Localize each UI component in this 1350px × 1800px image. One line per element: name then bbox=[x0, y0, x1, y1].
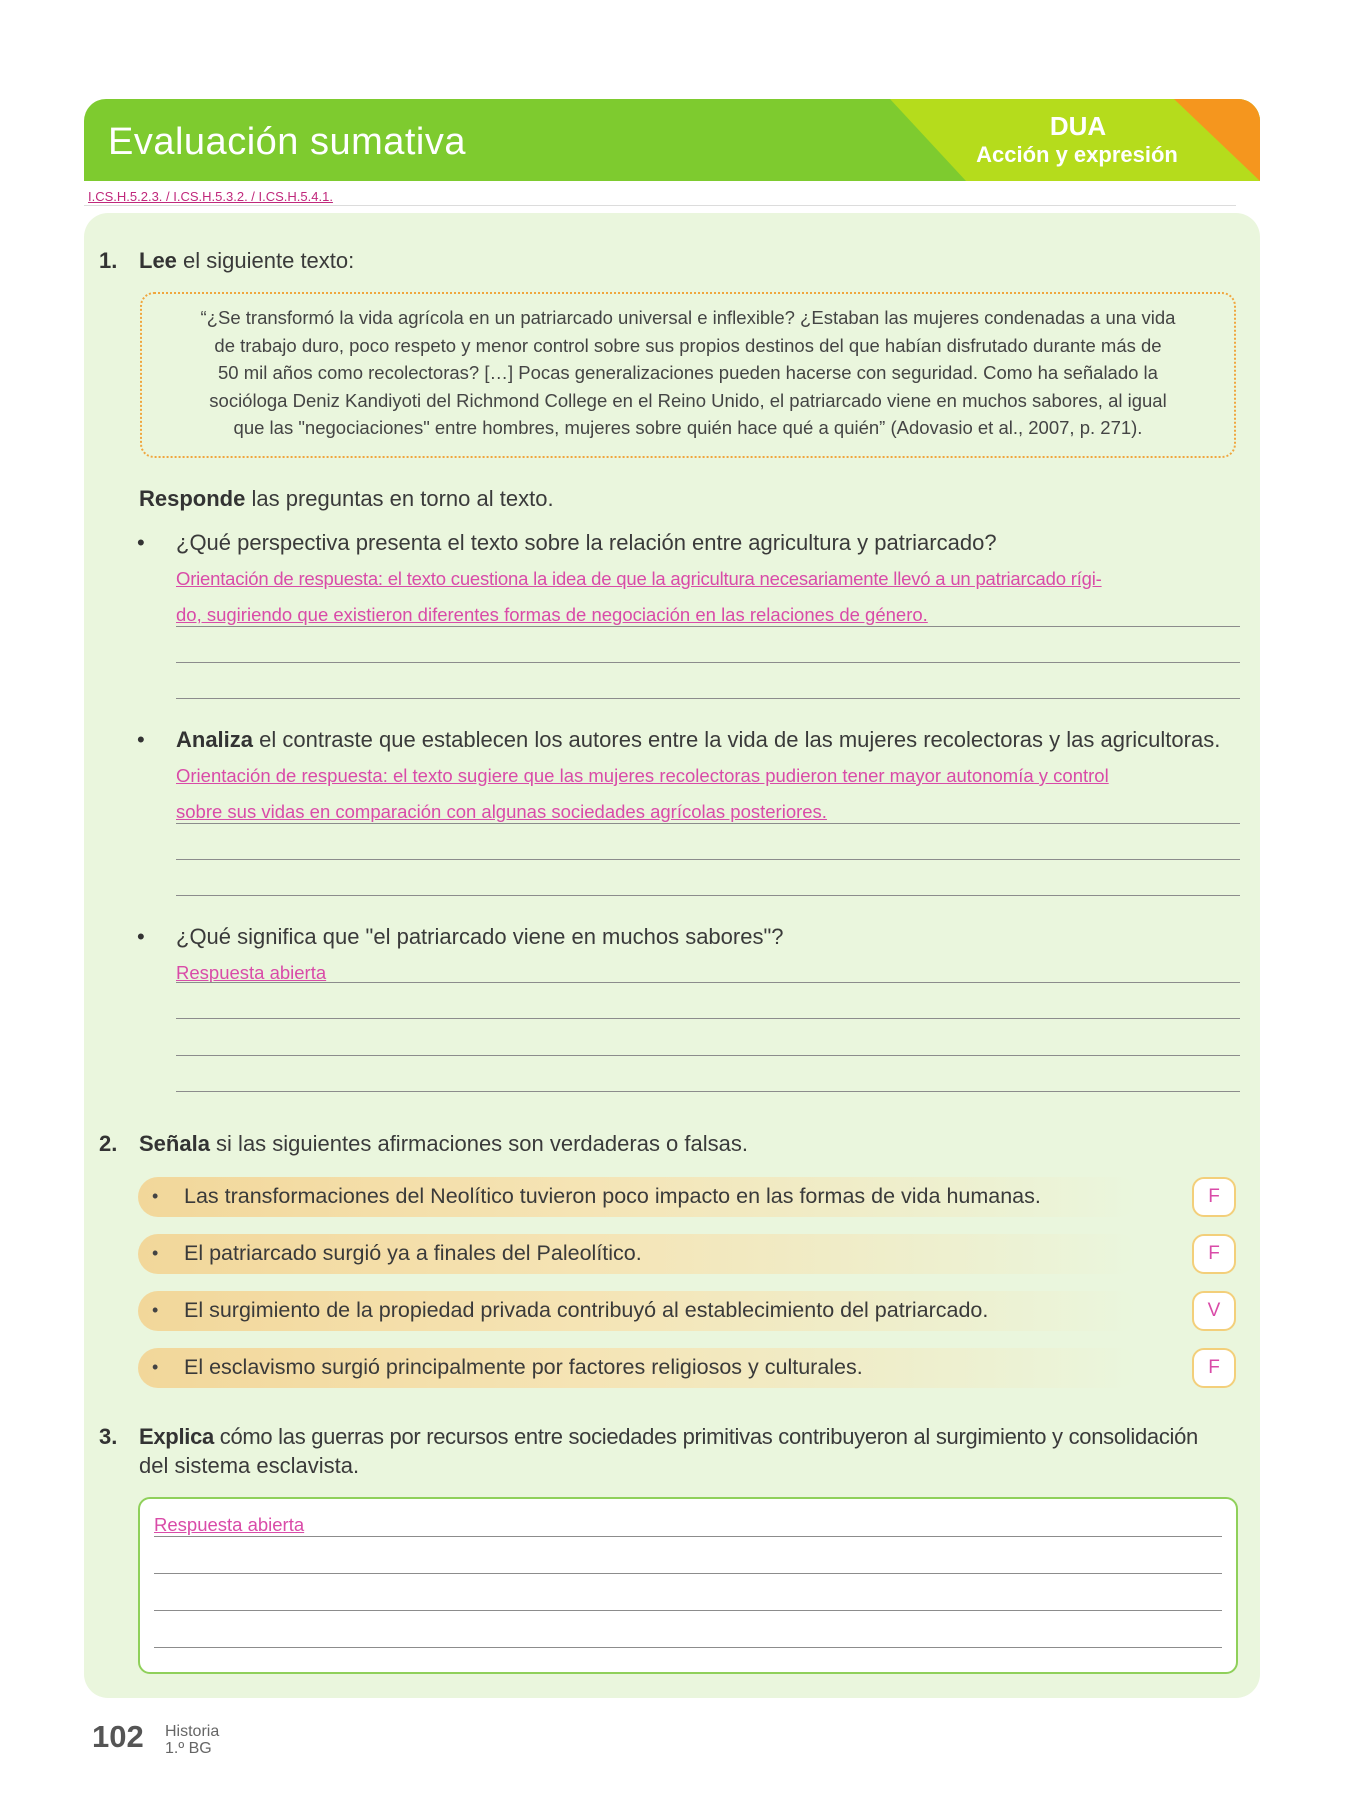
answer-line[interactable] bbox=[176, 982, 1240, 983]
answer-line[interactable] bbox=[176, 895, 1240, 896]
statement-text: El esclavismo surgió principalmente por factores religiosos y culturales. bbox=[184, 1355, 863, 1379]
bullet: • bbox=[152, 1186, 159, 1206]
question-2-prompt bbox=[139, 1131, 748, 1157]
statement-row bbox=[138, 1177, 1138, 1217]
question-3-text: cómo las guerras por recursos entre sociedades primitivas contribuyeron al surgimiento y consolidación bbox=[213, 1424, 1198, 1449]
answer-line[interactable] bbox=[176, 859, 1240, 860]
respond-instruction bbox=[139, 486, 554, 512]
subject-name: Historia bbox=[165, 1723, 220, 1740]
question-2-number: 2. bbox=[99, 1131, 118, 1156]
quote-line: 50 mil años como recolectoras? […] Pocas generalizaciones pueden hacerse con seguridad. Como ha señalado la bbox=[218, 362, 1158, 383]
answer-line[interactable] bbox=[154, 1573, 1222, 1574]
dua-label: DUA bbox=[1049, 111, 1107, 141]
bullet: • bbox=[137, 530, 145, 555]
section-title: Evaluación sumativa bbox=[108, 121, 467, 163]
bullet: • bbox=[152, 1357, 159, 1377]
subquestion-1-answer-line-2: do, sugiriendo que existieron diferentes formas de negociación en las relaciones de género. bbox=[176, 604, 928, 625]
subquestion-2-prompt bbox=[176, 727, 1220, 753]
bullet: • bbox=[137, 924, 145, 949]
question-3-text-continued: del sistema esclavista. bbox=[139, 1453, 360, 1478]
bullet: • bbox=[137, 727, 145, 752]
statement-text: Las transformaciones del Neolítico tuvieron poco impacto en las formas de vida humanas. bbox=[184, 1184, 1041, 1208]
quote-line: socióloga Deniz Kandiyoti del Richmond College en el Reino Unido, el patriarcado viene en muchos sabores, al igual bbox=[209, 389, 1167, 411]
answer-line[interactable] bbox=[176, 626, 1240, 627]
bullet: • bbox=[152, 1243, 159, 1263]
answer-line[interactable] bbox=[176, 823, 1240, 824]
statement-text: El surgimiento de la propiedad privada contribuyó al establecimiento del patriarcado. bbox=[184, 1298, 989, 1322]
respond-verb: Responde bbox=[139, 486, 246, 511]
answer-line[interactable] bbox=[176, 1055, 1240, 1056]
answer-line[interactable] bbox=[154, 1610, 1222, 1611]
true-false-answer-box[interactable]: F bbox=[1192, 1177, 1236, 1217]
question-3-prompt bbox=[139, 1424, 1198, 1450]
quote-box bbox=[140, 292, 1236, 458]
question-2-text: si las siguientes afirmaciones son verdaderas o falsas. bbox=[209, 1131, 748, 1156]
answer-box[interactable] bbox=[138, 1497, 1238, 1674]
dua-subtitle: Acción y expresión bbox=[976, 142, 1178, 167]
question-1-number: 1. bbox=[99, 248, 118, 273]
answer-line[interactable] bbox=[176, 698, 1240, 699]
question-2-verb: Señala bbox=[139, 1131, 210, 1156]
answer-line[interactable] bbox=[176, 1091, 1240, 1092]
subquestion-3-text: ¿Qué significa que "el patriarcado viene en muchos sabores"? bbox=[176, 924, 784, 949]
section-header bbox=[84, 99, 1260, 181]
question-1-verb: Lee bbox=[139, 248, 177, 273]
statement-text: El patriarcado surgió ya a finales del Paleolítico. bbox=[184, 1241, 642, 1265]
true-false-answer-box[interactable]: V bbox=[1192, 1291, 1236, 1331]
page-number: 102 bbox=[92, 1719, 144, 1754]
quote-line: que las "negociaciones" entre hombres, mujeres sobre quién hace qué a quién” (Adovasio et al., 2007, p. 271). bbox=[233, 417, 1143, 438]
subject-label bbox=[165, 1723, 219, 1757]
subquestion-2-answer-line-2: sobre sus vidas en comparación con algunas sociedades agrícolas posteriores. bbox=[176, 801, 827, 822]
statement-row bbox=[138, 1234, 1138, 1274]
quote-line: de trabajo duro, poco respeto y menor control sobre sus propios destinos del que habían disfrutado durante más de bbox=[214, 334, 1162, 356]
subquestion-1-answer-line-1: Orientación de respuesta: el texto cuestiona la idea de que la agricultura necesariamente llevó a un patriarcado rígi- bbox=[176, 568, 1102, 589]
question-1-prompt bbox=[139, 248, 354, 274]
subquestion-3-answer: Respuesta abierta bbox=[176, 962, 327, 983]
subquestion-2-text: el contraste que establecen los autores entre la vida de las mujeres recolectoras y las agricultoras. bbox=[253, 727, 1221, 752]
quote-line: “¿Se transformó la vida agrícola en un patriarcado universal e inflexible? ¿Estaban las mujeres condenadas a una vida bbox=[200, 307, 1176, 328]
codes-divider bbox=[84, 205, 1236, 206]
indicator-codes: I.CS.H.5.2.3. / I.CS.H.5.3.2. / I.CS.H.5.4.1. bbox=[88, 189, 333, 204]
question-3-verb: Explica bbox=[139, 1424, 214, 1449]
subquestion-1-text: ¿Qué perspectiva presenta el texto sobre la relación entre agricultura y patriarcado? bbox=[176, 530, 997, 555]
subquestion-2-verb: Analiza bbox=[176, 727, 254, 752]
statement-row bbox=[138, 1291, 1138, 1331]
question-3-answer: Respuesta abierta bbox=[154, 1514, 305, 1535]
bullet: • bbox=[152, 1300, 159, 1320]
question-3-number: 3. bbox=[99, 1424, 118, 1449]
answer-line[interactable] bbox=[154, 1647, 1222, 1648]
subquestion-2-answer-line-1: Orientación de respuesta: el texto sugiere que las mujeres recolectoras pudieron tener mayor autonomía y control bbox=[176, 765, 1109, 786]
answer-line[interactable] bbox=[176, 1018, 1240, 1019]
answer-line[interactable] bbox=[154, 1536, 1222, 1537]
answer-line[interactable] bbox=[176, 662, 1240, 663]
true-false-answer-box[interactable]: F bbox=[1192, 1234, 1236, 1274]
true-false-answer-box[interactable]: F bbox=[1192, 1348, 1236, 1388]
respond-text: las preguntas en torno al texto. bbox=[245, 486, 554, 511]
question-1-text: el siguiente texto: bbox=[176, 248, 355, 273]
grade-label: 1.º BG bbox=[165, 1740, 212, 1757]
statement-row bbox=[138, 1348, 1138, 1388]
